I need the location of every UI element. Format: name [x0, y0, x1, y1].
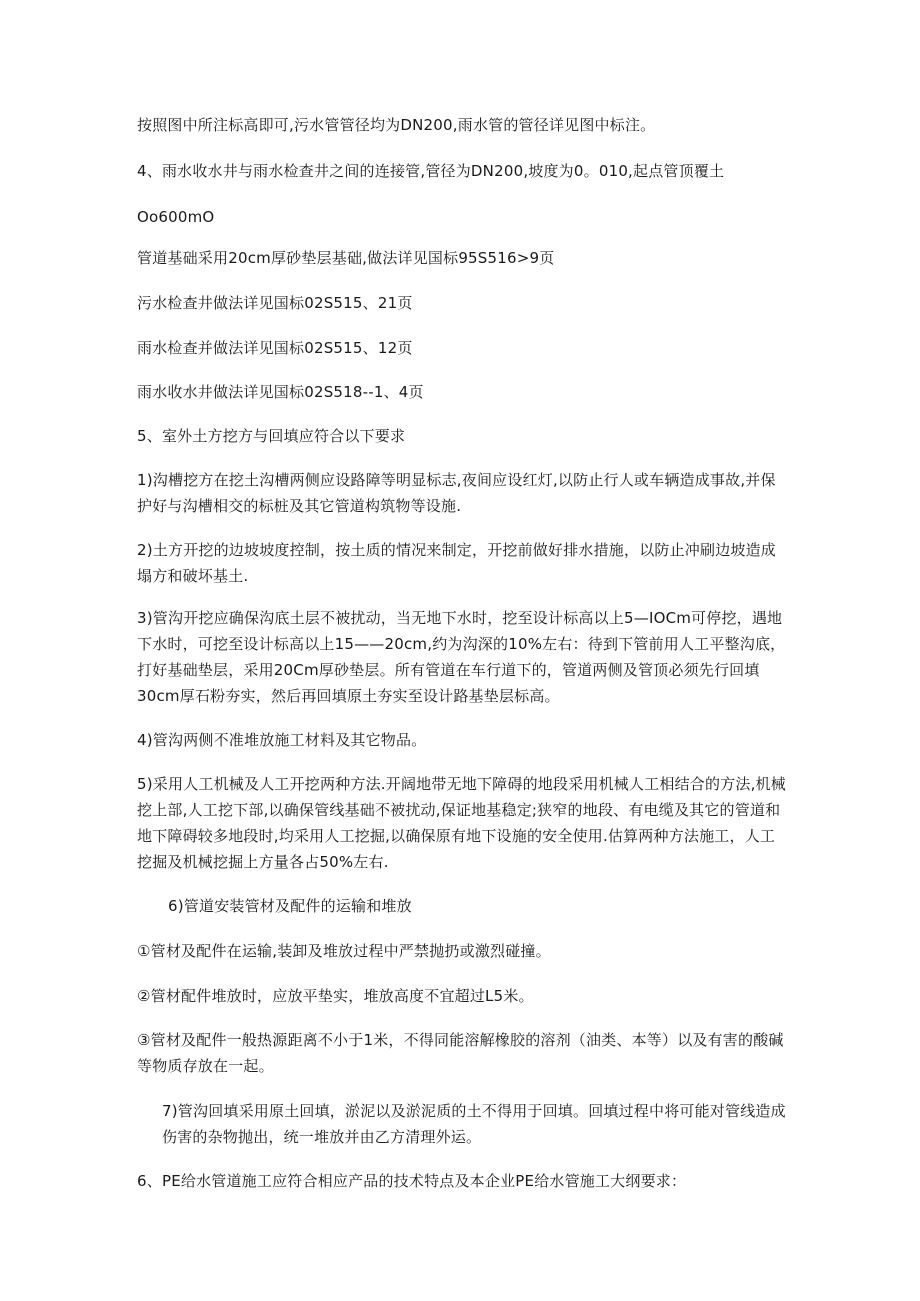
paragraph-item-5-heading: 5、室外土方挖方与回填应符合以下要求 — [137, 427, 406, 445]
paragraph-sewage-well: 污水检查井做法详见国标02S515、21页 — [137, 294, 413, 312]
paragraph-transport-3: ③管材及配件一般热源距离不小于1米，不得同能溶解橡胶的溶剂（油类、本等）以及有害的酸碱等物质存放在一起。 — [137, 1031, 784, 1075]
paragraph-5-6: 6)管道安装管材及配件的运输和堆放 — [168, 897, 412, 915]
paragraph-5-2: 2)土方开挖的边坡坡度控制，按土质的情况来制定，开挖前做好排水措施，以防止冲刷边坡造成塌方和破坏基土. — [137, 541, 776, 585]
paragraph-5-5: 5)采用人工机械及人工开挖两种方法.开阔地带无地下障碍的地段采用机械人工相结合的方法,机械挖上部,人工挖下部,以确保管线基础不被扰动,保证地基稳定;狭窄的地段、有电缆及其它的管道和地下障碍较多地段时,均采用人工挖掘,以确保原有地下设施的安全使用.估算两种方法施工，人工挖掘及机械挖掘上方量各占50%左右. — [137, 775, 786, 871]
paragraph-5-1: 1)沟槽挖方在挖土沟槽两侧应设路障等明显标志,夜间应设红灯,以防止行人或车辆造成事故,并保护好与沟槽相交的标桩及其它管道构筑物等设施. — [137, 471, 776, 515]
paragraph-elevation-note: 按照图中所注标高即可,污水管管径均为DN200,雨水管的管径详见图中标注。 — [137, 116, 656, 134]
paragraph-item-4: 4、雨水收水井与雨水检查井之间的连接管,管径为DN200,坡度为0。010,起点管顶覆土 — [137, 162, 725, 180]
paragraph-rain-check-well: 雨水检查并做法详见国标02S515、12页 — [137, 339, 413, 357]
paragraph-rain-collect-well: 雨水收水井做法详见国标02S518--1、4页 — [137, 383, 424, 401]
paragraph-5-7: 7)管沟回填采用原土回填，淤泥以及淤泥质的土不得用于回填。回填过程中将可能对管线造成伤害的杂物抛出，统一堆放并由乙方清理外运。 — [162, 1102, 786, 1146]
paragraph-5-3: 3)管沟开挖应确保沟底土层不被扰动，当无地下水时，挖至设计标高以上5—IOCm可停挖，遇地下水时，可挖至设计标高以上15——20cm,约为沟深的10%左右：待到下管前用人工平整沟底，打好基础垫层，采用20Cm厚砂垫层。所有管道在车行道下的，管道两侧及管顶必须先行回填30cm厚石粉夯实，然后再回填原土夯实至设计路基垫层标高。 — [137, 609, 786, 705]
paragraph-5-4: 4)管沟两侧不准堆放施工材料及其它物品。 — [137, 731, 427, 749]
paragraph-item-6: 6、PE给水管道施工应符合相应产品的技术特点及本企业PE给水管施工大纲要求： — [137, 1172, 687, 1190]
paragraph-transport-2: ②管材配件堆放时，应放平垫实，堆放高度不宜超过L5米。 — [137, 987, 534, 1005]
paragraph-transport-1: ①管材及配件在运输,装卸及堆放过程中严禁抛扔或激烈碰撞。 — [137, 942, 551, 960]
paragraph-cover-depth: Oo600mO — [137, 208, 215, 226]
paragraph-pipe-foundation: 管道基础采用20cm厚砂垫层基础,做法详见国标95S516>9页 — [137, 249, 555, 267]
